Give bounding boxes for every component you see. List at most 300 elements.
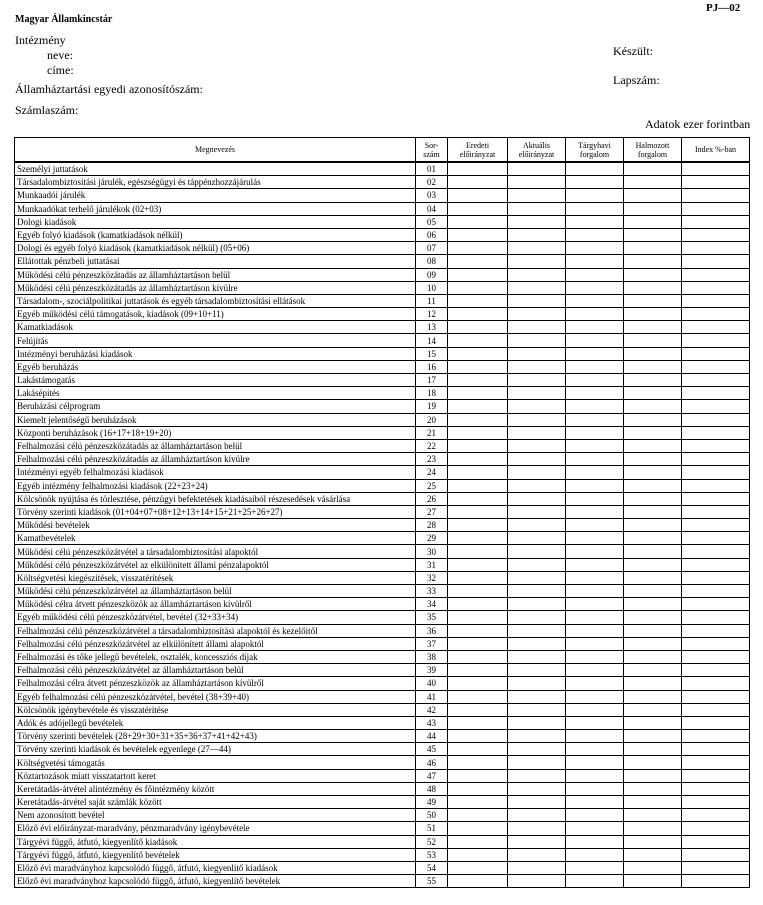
- original-appropriation-cell: [448, 782, 508, 795]
- index-cell: [682, 374, 750, 387]
- row-name-cell: Intézményi egyéb felhalmozási kiadások: [15, 466, 416, 479]
- current-appropriation-cell: [508, 796, 566, 809]
- current-appropriation-cell: [508, 598, 566, 611]
- row-number-cell: 40: [416, 677, 448, 690]
- monthly-turnover-cell: [566, 769, 624, 782]
- index-cell: [682, 479, 750, 492]
- original-appropriation-cell: [448, 492, 508, 505]
- row-number-cell: 15: [416, 347, 448, 360]
- monthly-turnover-cell: [566, 558, 624, 571]
- monthly-turnover-cell: [566, 334, 624, 347]
- original-appropriation-cell: [448, 756, 508, 769]
- row-number-cell: 10: [416, 281, 448, 294]
- original-appropriation-cell: [448, 532, 508, 545]
- original-appropriation-cell: [448, 558, 508, 571]
- table-row: [15, 189, 750, 202]
- row-number-cell: 46: [416, 756, 448, 769]
- index-cell: [682, 532, 750, 545]
- monthly-turnover-cell: [566, 281, 624, 294]
- cumulative-turnover-cell: [624, 281, 682, 294]
- index-cell: [682, 453, 750, 466]
- row-name-cell: Működési célú pénzeszközátvétel az elkülönített állami pénzalapoktól: [15, 558, 416, 571]
- original-appropriation-cell: [448, 690, 508, 703]
- cumulative-turnover-cell: [624, 202, 682, 215]
- current-appropriation-cell: [508, 650, 566, 663]
- current-appropriation-cell: [508, 690, 566, 703]
- current-appropriation-cell: [508, 782, 566, 795]
- original-appropriation-cell: [448, 835, 508, 848]
- row-name-cell: Tárgyévi függő, átfutó, kiegyenlítő kiadások: [15, 835, 416, 848]
- row-number-cell: 37: [416, 637, 448, 650]
- index-cell: [682, 809, 750, 822]
- row-name-cell: Lakástámogatás: [15, 374, 416, 387]
- monthly-turnover-cell: [566, 255, 624, 268]
- index-cell: [682, 703, 750, 716]
- current-appropriation-cell: [508, 677, 566, 690]
- cumulative-turnover-cell: [624, 413, 682, 426]
- monthly-turnover-cell: [566, 624, 624, 637]
- monthly-turnover-cell: [566, 598, 624, 611]
- cumulative-turnover-cell: [624, 321, 682, 334]
- cumulative-turnover-cell: [624, 532, 682, 545]
- table-row: [15, 426, 750, 439]
- monthly-turnover-cell: [566, 835, 624, 848]
- row-name-cell: Felhalmozási célú pénzeszközátvétel a társadalombiztosítási alapoktól és kezelőitől: [15, 624, 416, 637]
- monthly-turnover-cell: [566, 822, 624, 835]
- column-header-original-appropriation: Eredeti előirányzat: [448, 138, 508, 163]
- row-name-cell: Törvény szerinti kiadások és bevételek egyenlege (27—44): [15, 743, 416, 756]
- index-cell: [682, 189, 750, 202]
- cumulative-turnover-cell: [624, 189, 682, 202]
- table-row: [15, 374, 750, 387]
- original-appropriation-cell: [448, 400, 508, 413]
- original-appropriation-cell: [448, 281, 508, 294]
- row-number-cell: 25: [416, 479, 448, 492]
- table-row: [15, 875, 750, 888]
- table-row: [15, 360, 750, 373]
- index-cell: [682, 611, 750, 624]
- row-name-cell: Egyéb működési célú pénzeszközátvétel, bevétel (32+33+34): [15, 611, 416, 624]
- original-appropriation-cell: [448, 822, 508, 835]
- monthly-turnover-cell: [566, 756, 624, 769]
- cumulative-turnover-cell: [624, 228, 682, 241]
- table-row: [15, 492, 750, 505]
- index-cell: [682, 519, 750, 532]
- cumulative-turnover-cell: [624, 637, 682, 650]
- monthly-turnover-cell: [566, 690, 624, 703]
- current-appropriation-cell: [508, 809, 566, 822]
- current-appropriation-cell: [508, 558, 566, 571]
- monthly-turnover-cell: [566, 387, 624, 400]
- monthly-turnover-cell: [566, 321, 624, 334]
- index-cell: [682, 228, 750, 241]
- row-number-cell: 29: [416, 532, 448, 545]
- row-number-cell: 34: [416, 598, 448, 611]
- current-appropriation-cell: [508, 611, 566, 624]
- row-name-cell: Dologi és egyéb folyó kiadások (kamatkiadások nélkül) (05+06): [15, 242, 416, 255]
- row-number-cell: 13: [416, 321, 448, 334]
- original-appropriation-cell: [448, 215, 508, 228]
- row-name-cell: Intézményi beruházási kiadások: [15, 347, 416, 360]
- original-appropriation-cell: [448, 848, 508, 861]
- original-appropriation-cell: [448, 505, 508, 518]
- table-row: [15, 598, 750, 611]
- original-appropriation-cell: [448, 716, 508, 729]
- cumulative-turnover-cell: [624, 848, 682, 861]
- row-name-cell: Beruházási célprogram: [15, 400, 416, 413]
- row-number-cell: 52: [416, 835, 448, 848]
- table-row: [15, 294, 750, 307]
- index-cell: [682, 308, 750, 321]
- row-name-cell: Ellátottak pénzbeli juttatásai: [15, 255, 416, 268]
- original-appropriation-cell: [448, 242, 508, 255]
- table-row: [15, 228, 750, 241]
- row-number-cell: 07: [416, 242, 448, 255]
- current-appropriation-cell: [508, 492, 566, 505]
- original-appropriation-cell: [448, 413, 508, 426]
- table-row: [15, 861, 750, 874]
- current-appropriation-cell: [508, 334, 566, 347]
- row-name-cell: Törvény szerinti bevételek (28+29+30+31+35+36+37+41+42+43): [15, 730, 416, 743]
- cumulative-turnover-cell: [624, 176, 682, 189]
- row-name-cell: Egyéb működési célú támogatások, kiadások (09+10+11): [15, 308, 416, 321]
- table-row: [15, 321, 750, 334]
- table-row: [15, 439, 750, 452]
- table-row: [15, 479, 750, 492]
- current-appropriation-cell: [508, 439, 566, 452]
- row-number-cell: 12: [416, 308, 448, 321]
- cumulative-turnover-cell: [624, 360, 682, 373]
- monthly-turnover-cell: [566, 571, 624, 584]
- monthly-turnover-cell: [566, 347, 624, 360]
- row-name-cell: Egyéb intézmény felhalmozási kiadások (22+23+24): [15, 479, 416, 492]
- original-appropriation-cell: [448, 796, 508, 809]
- current-appropriation-cell: [508, 413, 566, 426]
- cumulative-turnover-cell: [624, 466, 682, 479]
- monthly-turnover-cell: [566, 374, 624, 387]
- cumulative-turnover-cell: [624, 809, 682, 822]
- current-appropriation-cell: [508, 426, 566, 439]
- row-name-cell: Felhalmozási célú pénzeszközátadás az államháztartáson belül: [15, 439, 416, 452]
- row-number-cell: 08: [416, 255, 448, 268]
- row-number-cell: 42: [416, 703, 448, 716]
- monthly-turnover-cell: [566, 268, 624, 281]
- index-cell: [682, 426, 750, 439]
- current-appropriation-cell: [508, 769, 566, 782]
- row-number-cell: 27: [416, 505, 448, 518]
- index-cell: [682, 215, 750, 228]
- table-row: [15, 519, 750, 532]
- cumulative-turnover-cell: [624, 505, 682, 518]
- current-appropriation-cell: [508, 822, 566, 835]
- monthly-turnover-cell: [566, 611, 624, 624]
- row-number-cell: 01: [416, 162, 448, 176]
- cumulative-turnover-cell: [624, 387, 682, 400]
- monthly-turnover-cell: [566, 703, 624, 716]
- index-cell: [682, 268, 750, 281]
- index-cell: [682, 875, 750, 888]
- table-row: [15, 743, 750, 756]
- index-cell: [682, 162, 750, 176]
- cumulative-turnover-cell: [624, 308, 682, 321]
- index-cell: [682, 624, 750, 637]
- original-appropriation-cell: [448, 426, 508, 439]
- cumulative-turnover-cell: [624, 769, 682, 782]
- original-appropriation-cell: [448, 479, 508, 492]
- row-number-cell: 47: [416, 769, 448, 782]
- cumulative-turnover-cell: [624, 215, 682, 228]
- current-appropriation-cell: [508, 848, 566, 861]
- monthly-turnover-cell: [566, 809, 624, 822]
- row-number-cell: 06: [416, 228, 448, 241]
- row-number-cell: 30: [416, 545, 448, 558]
- index-cell: [682, 585, 750, 598]
- original-appropriation-cell: [448, 387, 508, 400]
- row-number-cell: 35: [416, 611, 448, 624]
- current-appropriation-cell: [508, 571, 566, 584]
- row-number-cell: 24: [416, 466, 448, 479]
- cumulative-turnover-cell: [624, 255, 682, 268]
- row-number-cell: 33: [416, 585, 448, 598]
- table-row: [15, 242, 750, 255]
- original-appropriation-cell: [448, 466, 508, 479]
- index-cell: [682, 321, 750, 334]
- current-appropriation-cell: [508, 545, 566, 558]
- row-number-cell: 18: [416, 387, 448, 400]
- original-appropriation-cell: [448, 743, 508, 756]
- monthly-turnover-cell: [566, 426, 624, 439]
- index-cell: [682, 664, 750, 677]
- original-appropriation-cell: [448, 519, 508, 532]
- current-appropriation-cell: [508, 387, 566, 400]
- cumulative-turnover-cell: [624, 479, 682, 492]
- original-appropriation-cell: [448, 809, 508, 822]
- table-row: [15, 730, 750, 743]
- row-name-cell: Felhalmozási célra átvett pénzeszközök az államháztartáson kívülről: [15, 677, 416, 690]
- row-name-cell: Felhalmozási célú pénzeszközátvétel az elkülönített állami alapoktól: [15, 637, 416, 650]
- table-row: [15, 202, 750, 215]
- cumulative-turnover-cell: [624, 334, 682, 347]
- table-row: [15, 796, 750, 809]
- monthly-turnover-cell: [566, 479, 624, 492]
- table-row: [15, 268, 750, 281]
- original-appropriation-cell: [448, 176, 508, 189]
- current-appropriation-cell: [508, 189, 566, 202]
- row-number-cell: 03: [416, 189, 448, 202]
- institution-label: Intézmény: [15, 33, 66, 47]
- table-row: [15, 162, 750, 176]
- row-name-cell: Költségvetési kiegészítések, visszatérítések: [15, 571, 416, 584]
- monthly-turnover-cell: [566, 308, 624, 321]
- table-row: [15, 334, 750, 347]
- table-row: [15, 215, 750, 228]
- cumulative-turnover-cell: [624, 650, 682, 663]
- original-appropriation-cell: [448, 321, 508, 334]
- monthly-turnover-cell: [566, 492, 624, 505]
- original-appropriation-cell: [448, 650, 508, 663]
- monthly-turnover-cell: [566, 730, 624, 743]
- row-number-cell: 09: [416, 268, 448, 281]
- index-cell: [682, 466, 750, 479]
- row-name-cell: Keretátadás-átvétel saját számlák között: [15, 796, 416, 809]
- table-row: [15, 690, 750, 703]
- index-cell: [682, 558, 750, 571]
- index-cell: [682, 822, 750, 835]
- row-name-cell: Előző évi maradványhoz kapcsolódó függő, átfutó, kiegyenlítő bevételek: [15, 875, 416, 888]
- original-appropriation-cell: [448, 374, 508, 387]
- row-name-cell: Társadalombiztosítási járulék, egészségügyi és táppénzhozzájárulás: [15, 176, 416, 189]
- original-appropriation-cell: [448, 360, 508, 373]
- row-name-cell: Működési célra átvett pénzeszközök az államháztartáson kívülről: [15, 598, 416, 611]
- current-appropriation-cell: [508, 347, 566, 360]
- cumulative-turnover-cell: [624, 439, 682, 452]
- row-name-cell: Személyi juttatások: [15, 162, 416, 176]
- table-row: [15, 453, 750, 466]
- monthly-turnover-cell: [566, 453, 624, 466]
- monthly-turnover-cell: [566, 228, 624, 241]
- row-name-cell: Költségvetési támogatás: [15, 756, 416, 769]
- index-cell: [682, 769, 750, 782]
- monthly-turnover-cell: [566, 519, 624, 532]
- row-number-cell: 31: [416, 558, 448, 571]
- index-cell: [682, 743, 750, 756]
- table-row: [15, 809, 750, 822]
- monthly-turnover-cell: [566, 439, 624, 452]
- row-name-cell: Működési bevételek: [15, 519, 416, 532]
- row-name-cell: Adók és adójellegű bevételek: [15, 716, 416, 729]
- index-cell: [682, 413, 750, 426]
- table-row: [15, 703, 750, 716]
- cumulative-turnover-cell: [624, 400, 682, 413]
- column-header-current-appropriation: Aktuális előirányzat: [508, 138, 566, 163]
- row-name-cell: Működési célú pénzeszközátadás az államháztartáson belül: [15, 268, 416, 281]
- cumulative-turnover-cell: [624, 611, 682, 624]
- index-cell: [682, 716, 750, 729]
- row-name-cell: Felújítás: [15, 334, 416, 347]
- original-appropriation-cell: [448, 571, 508, 584]
- unit-note: Adatok ezer forintban: [645, 117, 751, 131]
- original-appropriation-cell: [448, 769, 508, 782]
- row-number-cell: 43: [416, 716, 448, 729]
- current-appropriation-cell: [508, 400, 566, 413]
- cumulative-turnover-cell: [624, 756, 682, 769]
- row-name-cell: Működési célú pénzeszközátvétel a társadalombiztosítási alapoktól: [15, 545, 416, 558]
- cumulative-turnover-cell: [624, 677, 682, 690]
- original-appropriation-cell: [448, 189, 508, 202]
- row-name-cell: Felhalmozási célú pénzeszközátadás az államháztartáson kívülre: [15, 453, 416, 466]
- index-cell: [682, 861, 750, 874]
- index-cell: [682, 439, 750, 452]
- index-cell: [682, 637, 750, 650]
- row-name-cell: Központi beruházások (16+17+18+19+20): [15, 426, 416, 439]
- index-cell: [682, 835, 750, 848]
- table-row: [15, 532, 750, 545]
- index-cell: [682, 360, 750, 373]
- row-name-cell: Nem azonosított bevétel: [15, 809, 416, 822]
- row-name-cell: Munkaadói járulék: [15, 189, 416, 202]
- current-appropriation-cell: [508, 374, 566, 387]
- cumulative-turnover-cell: [624, 730, 682, 743]
- current-appropriation-cell: [508, 242, 566, 255]
- cumulative-turnover-cell: [624, 822, 682, 835]
- row-number-cell: 49: [416, 796, 448, 809]
- current-appropriation-cell: [508, 321, 566, 334]
- institution-name-label: neve:: [47, 48, 73, 62]
- monthly-turnover-cell: [566, 743, 624, 756]
- table-row: [15, 585, 750, 598]
- cumulative-turnover-cell: [624, 162, 682, 176]
- current-appropriation-cell: [508, 505, 566, 518]
- row-name-cell: Egyéb felhalmozási célú pénzeszközátvétel, bevétel (38+39+40): [15, 690, 416, 703]
- cumulative-turnover-cell: [624, 716, 682, 729]
- row-name-cell: Előző évi maradványhoz kapcsolódó függő, átfutó, kiegyenlítő kiadások: [15, 861, 416, 874]
- index-cell: [682, 677, 750, 690]
- cumulative-turnover-cell: [624, 545, 682, 558]
- original-appropriation-cell: [448, 585, 508, 598]
- table-row: [15, 281, 750, 294]
- row-number-cell: 55: [416, 875, 448, 888]
- cumulative-turnover-cell: [624, 558, 682, 571]
- original-appropriation-cell: [448, 453, 508, 466]
- row-number-cell: 39: [416, 664, 448, 677]
- current-appropriation-cell: [508, 585, 566, 598]
- original-appropriation-cell: [448, 677, 508, 690]
- monthly-turnover-cell: [566, 176, 624, 189]
- table-row: [15, 347, 750, 360]
- cumulative-turnover-cell: [624, 664, 682, 677]
- index-cell: [682, 756, 750, 769]
- row-number-cell: 04: [416, 202, 448, 215]
- index-cell: [682, 796, 750, 809]
- monthly-turnover-cell: [566, 677, 624, 690]
- monthly-turnover-cell: [566, 162, 624, 176]
- column-header-monthly-turnover: Tárgyhavi forgalom: [566, 138, 624, 163]
- current-appropriation-cell: [508, 730, 566, 743]
- row-number-cell: 11: [416, 294, 448, 307]
- table-row: [15, 545, 750, 558]
- original-appropriation-cell: [448, 268, 508, 281]
- row-name-cell: Lakásépítés: [15, 387, 416, 400]
- current-appropriation-cell: [508, 532, 566, 545]
- index-cell: [682, 598, 750, 611]
- original-appropriation-cell: [448, 334, 508, 347]
- index-cell: [682, 505, 750, 518]
- current-appropriation-cell: [508, 479, 566, 492]
- original-appropriation-cell: [448, 730, 508, 743]
- original-appropriation-cell: [448, 611, 508, 624]
- cumulative-turnover-cell: [624, 453, 682, 466]
- monthly-turnover-cell: [566, 637, 624, 650]
- index-cell: [682, 650, 750, 663]
- table-row: [15, 822, 750, 835]
- cumulative-turnover-cell: [624, 743, 682, 756]
- monthly-turnover-cell: [566, 242, 624, 255]
- index-cell: [682, 571, 750, 584]
- cumulative-turnover-cell: [624, 268, 682, 281]
- index-cell: [682, 400, 750, 413]
- row-number-cell: 16: [416, 360, 448, 373]
- row-number-cell: 53: [416, 848, 448, 861]
- cumulative-turnover-cell: [624, 835, 682, 848]
- original-appropriation-cell: [448, 347, 508, 360]
- current-appropriation-cell: [508, 453, 566, 466]
- cumulative-turnover-cell: [624, 374, 682, 387]
- index-cell: [682, 334, 750, 347]
- index-cell: [682, 242, 750, 255]
- row-name-cell: Működési célú pénzeszközátadás az államháztartáson kívülre: [15, 281, 416, 294]
- row-number-cell: 45: [416, 743, 448, 756]
- original-appropriation-cell: [448, 624, 508, 637]
